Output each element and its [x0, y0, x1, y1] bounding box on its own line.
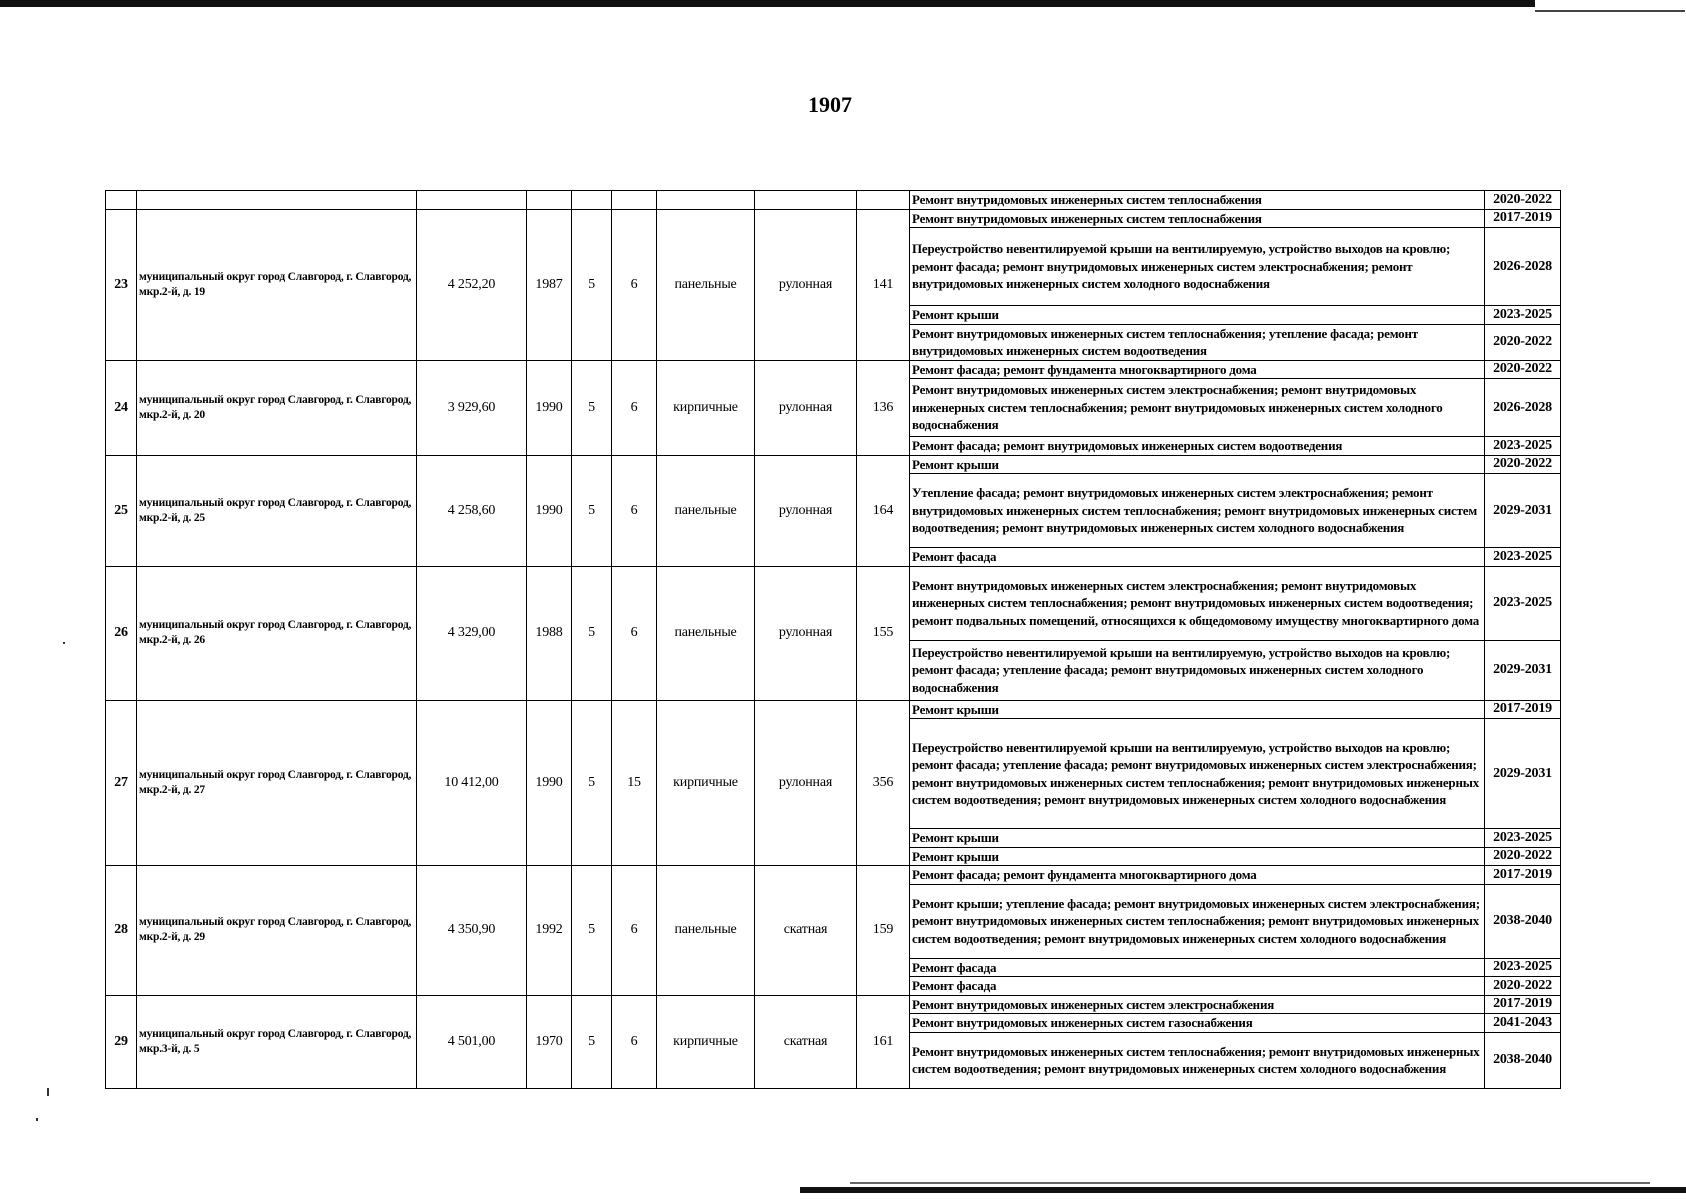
walls-cell: панельные [657, 209, 755, 360]
repair-period-cell: 2020-2022 [1485, 191, 1561, 210]
repair-work-cell: Ремонт крыши; утепление фасада; ремонт внутридомовых инженерных систем электроснабжения; ремонт внутридомовых инженерных систем теплоснабжения; ремонт внутридомовых инженерных систем водоотведения; ремонт внутридомовых инженерных систем холодного водоснабжения [910, 884, 1485, 958]
repair-work-cell: Ремонт внутридомовых инженерных систем теплоснабжения [910, 191, 1485, 210]
area-cell: 3 929,60 [417, 360, 527, 455]
walls-cell [657, 191, 755, 210]
walls-cell: кирпичные [657, 995, 755, 1088]
repair-work-cell: Ремонт крыши [910, 847, 1485, 866]
table-row [106, 995, 1561, 1014]
floors-min-cell [572, 191, 612, 210]
repair-work-cell: Утепление фасада; ремонт внутридомовых инженерных систем электроснабжения; ремонт внутридомовых инженерных систем теплоснабжения; ремонт внутридомовых инженерных систем водоотведения; ремонт внутридомовых инженерных систем холодного водоснабжения [910, 474, 1485, 548]
floors-max-cell: 6 [612, 866, 657, 996]
year-cell: 1990 [527, 455, 572, 566]
repair-period-cell: 2029-2031 [1485, 640, 1561, 700]
floors-max-cell [612, 191, 657, 210]
repair-period-cell: 2020-2022 [1485, 360, 1561, 379]
roof-cell: скатная [755, 995, 857, 1088]
scan-border-top [0, 0, 1535, 7]
scan-speck [36, 1118, 38, 1121]
repair-period-cell: 2020-2022 [1485, 324, 1561, 360]
address-cell: муниципальный округ город Славгород, г. Славгород, мкр.2-й, д. 25 [137, 455, 417, 566]
repair-period-cell: 2023-2025 [1485, 548, 1561, 567]
repair-work-cell: Ремонт крыши [910, 700, 1485, 719]
table-row [106, 866, 1561, 885]
repair-period-cell: 2041-2043 [1485, 1014, 1561, 1033]
repair-work-cell: Переустройство невентилируемой крыши на вентилируемую, устройство выходов на кровлю; ремонт фасада; утепление фасада; ремонт внутридомовых инженерных систем электроснабжения; ремонт внутридомовых инженерных систем теплоснабжения; ремонт внутридомовых инженерных систем водоотведения; ремонт внутридомовых инженерных систем холодного водоснабжения [910, 719, 1485, 829]
floors-min-cell: 5 [572, 700, 612, 866]
address-cell: муниципальный округ город Славгород, г. Славгород, мкр.2-й, д. 26 [137, 566, 417, 700]
floors-min-cell: 5 [572, 866, 612, 996]
address-cell: муниципальный округ город Славгород, г. Славгород, мкр.3-й, д. 5 [137, 995, 417, 1088]
address-cell: муниципальный округ город Славгород, г. Славгород, мкр.2-й, д. 27 [137, 700, 417, 866]
floors-max-cell: 6 [612, 209, 657, 360]
repair-period-cell: 2023-2025 [1485, 958, 1561, 977]
area-cell: 4 252,20 [417, 209, 527, 360]
year-cell: 1988 [527, 566, 572, 700]
floors-min-cell: 5 [572, 566, 612, 700]
table-row [106, 209, 1561, 228]
repair-work-cell: Ремонт внутридомовых инженерных систем теплоснабжения; утепление фасада; ремонт внутридомовых инженерных систем водоотведения [910, 324, 1485, 360]
repair-period-cell: 2029-2031 [1485, 719, 1561, 829]
address-cell [137, 191, 417, 210]
repair-work-cell: Ремонт фасада; ремонт фундамента многоквартирного дома [910, 866, 1485, 885]
residents-cell: 141 [857, 209, 910, 360]
walls-cell: кирпичные [657, 360, 755, 455]
repair-work-cell: Ремонт внутридомовых инженерных систем электроснабжения [910, 995, 1485, 1014]
row-number: 28 [106, 866, 137, 996]
year-cell: 1990 [527, 700, 572, 866]
year-cell: 1992 [527, 866, 572, 996]
area-cell [417, 191, 527, 210]
repair-work-cell: Ремонт фасада [910, 977, 1485, 996]
table-body [106, 191, 1561, 1089]
row-number: 24 [106, 360, 137, 455]
area-cell: 4 329,00 [417, 566, 527, 700]
scan-speck [63, 642, 65, 644]
repair-period-cell: 2023-2025 [1485, 829, 1561, 848]
scan-border-top-tail [1535, 10, 1685, 12]
area-cell: 4 501,00 [417, 995, 527, 1088]
repair-period-cell: 2023-2025 [1485, 306, 1561, 325]
repair-work-cell: Ремонт внутридомовых инженерных систем электроснабжения; ремонт внутридомовых инженерных систем теплоснабжения; ремонт внутридомовых инженерных систем водоотведения; ремонт подвальных помещений, относящихся к общедомовому имуществу многоквартирного дома [910, 566, 1485, 640]
area-cell: 4 350,90 [417, 866, 527, 996]
page-number: 1907 [808, 92, 852, 117]
repair-period-cell: 2038-2040 [1485, 884, 1561, 958]
address-cell: муниципальный округ город Славгород, г. Славгород, мкр.2-й, д. 19 [137, 209, 417, 360]
repair-work-cell: Переустройство невентилируемой крыши на вентилируемую, устройство выходов на кровлю; ремонт фасада; ремонт внутридомовых инженерных систем электроснабжения; ремонт внутридомовых инженерных систем холодного водоснабжения [910, 228, 1485, 306]
row-number: 29 [106, 995, 137, 1088]
table-row [106, 566, 1561, 640]
walls-cell: панельные [657, 566, 755, 700]
repair-period-cell: 2026-2028 [1485, 228, 1561, 306]
year-cell: 1990 [527, 360, 572, 455]
floors-min-cell: 5 [572, 360, 612, 455]
repair-work-cell: Ремонт крыши [910, 829, 1485, 848]
repair-period-cell: 2017-2019 [1485, 866, 1561, 885]
repair-period-cell: 2029-2031 [1485, 474, 1561, 548]
repair-period-cell: 2017-2019 [1485, 700, 1561, 719]
table-row [106, 455, 1561, 474]
row-number: 26 [106, 566, 137, 700]
repair-work-cell: Ремонт крыши [910, 455, 1485, 474]
area-cell: 10 412,00 [417, 700, 527, 866]
roof-cell: рулонная [755, 209, 857, 360]
repair-period-cell: 2017-2019 [1485, 209, 1561, 228]
repair-work-cell: Ремонт фасада; ремонт внутридомовых инженерных систем водоотведения [910, 437, 1485, 456]
residents-cell [857, 191, 910, 210]
repair-period-cell: 2020-2022 [1485, 977, 1561, 996]
repair-work-cell: Ремонт внутридомовых инженерных систем электроснабжения; ремонт внутридомовых инженерных систем теплоснабжения; ремонт внутридомовых инженерных систем холодного водоснабжения [910, 379, 1485, 437]
residents-cell: 161 [857, 995, 910, 1088]
scan-border-bottom-tail [850, 1182, 1650, 1184]
repair-work-cell: Ремонт фасада [910, 958, 1485, 977]
row-number [106, 191, 137, 210]
repair-work-cell: Ремонт крыши [910, 306, 1485, 325]
table-row [106, 700, 1561, 719]
repair-work-cell: Ремонт фасада; ремонт фундамента многоквартирного дома [910, 360, 1485, 379]
repair-work-cell: Переустройство невентилируемой крыши на вентилируемую, устройство выходов на кровлю; ремонт фасада; утепление фасада; ремонт внутридомовых инженерных систем холодного водоснабжения [910, 640, 1485, 700]
repair-work-cell: Ремонт фасада [910, 548, 1485, 567]
walls-cell: кирпичные [657, 700, 755, 866]
walls-cell: панельные [657, 866, 755, 996]
floors-max-cell: 15 [612, 700, 657, 866]
floors-max-cell: 6 [612, 995, 657, 1088]
repair-period-cell: 2023-2025 [1485, 437, 1561, 456]
residents-cell: 136 [857, 360, 910, 455]
table-row [106, 360, 1561, 379]
repair-work-cell: Ремонт внутридомовых инженерных систем газоснабжения [910, 1014, 1485, 1033]
floors-max-cell: 6 [612, 360, 657, 455]
walls-cell: панельные [657, 455, 755, 566]
address-cell: муниципальный округ город Славгород, г. Славгород, мкр.2-й, д. 29 [137, 866, 417, 996]
area-cell: 4 258,60 [417, 455, 527, 566]
repair-work-cell: Ремонт внутридомовых инженерных систем теплоснабжения [910, 209, 1485, 228]
table-row [106, 191, 1561, 210]
roof-cell: рулонная [755, 455, 857, 566]
row-number: 25 [106, 455, 137, 566]
repair-period-cell: 2038-2040 [1485, 1032, 1561, 1088]
scan-border-bottom [800, 1187, 1686, 1193]
residents-cell: 159 [857, 866, 910, 996]
roof-cell: скатная [755, 866, 857, 996]
repair-period-cell: 2023-2025 [1485, 566, 1561, 640]
year-cell: 1970 [527, 995, 572, 1088]
repair-period-cell: 2020-2022 [1485, 455, 1561, 474]
housing-repair-table [105, 190, 1561, 1089]
residents-cell: 164 [857, 455, 910, 566]
floors-min-cell: 5 [572, 209, 612, 360]
roof-cell: рулонная [755, 360, 857, 455]
repair-period-cell: 2020-2022 [1485, 847, 1561, 866]
residents-cell: 155 [857, 566, 910, 700]
floors-min-cell: 5 [572, 995, 612, 1088]
residents-cell: 356 [857, 700, 910, 866]
floors-max-cell: 6 [612, 455, 657, 566]
roof-cell: рулонная [755, 700, 857, 866]
roof-cell [755, 191, 857, 210]
repair-period-cell: 2017-2019 [1485, 995, 1561, 1014]
scan-speck [47, 1088, 49, 1096]
year-cell: 1987 [527, 209, 572, 360]
repair-period-cell: 2026-2028 [1485, 379, 1561, 437]
address-cell: муниципальный округ город Славгород, г. Славгород, мкр.2-й, д. 20 [137, 360, 417, 455]
year-cell [527, 191, 572, 210]
repair-work-cell: Ремонт внутридомовых инженерных систем теплоснабжения; ремонт внутридомовых инженерных систем водоотведения; ремонт внутридомовых инженерных систем холодного водоснабжения [910, 1032, 1485, 1088]
floors-min-cell: 5 [572, 455, 612, 566]
floors-max-cell: 6 [612, 566, 657, 700]
row-number: 23 [106, 209, 137, 360]
roof-cell: рулонная [755, 566, 857, 700]
row-number: 27 [106, 700, 137, 866]
